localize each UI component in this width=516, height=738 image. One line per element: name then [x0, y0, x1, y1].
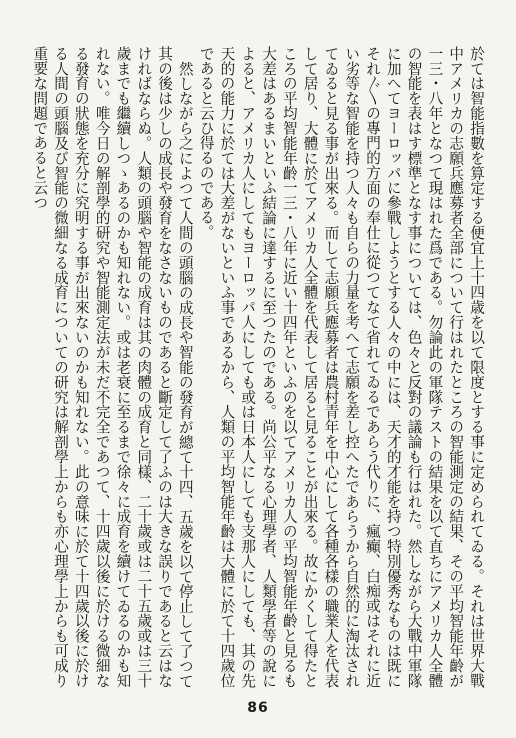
- paragraph-2: 然しながら之によつて人間の頭腦の成長や智能の發育が總て十四、五歲を以て停止して了つて其の後は少しの成長や發育をなさないものであると斷定して了ふのは大きな誤りであると云はなければならぬ。人類の頭腦や智能の成育は其の肉體の成育と同樣、二十歲或は二十五歲或は三十歲までも繼續しつゝあるのかも知れない。或は老衰に至るまで徐々に成育を續けてゐるのかも知れない。唯今日の解剖學的研究や智能測定法が未だ不完全であつて、十四歲以後に於ける微細なる發育の狀態を充分に究明する事が出來ないのかも知れない。此の意味に於て十四歲以後に於ける人間の頭腦及び智能の微細なる成育についての研究は解剖學上からも亦心理學上からも可成り重要な問題であると云つ: [31, 46, 194, 688]
- paragraph-1: 於ては智能指數を算定する便宜上十四歳を以て限度とする事に定められてゐる。それは世界大戰中アメリカの志願兵應募者全部について行はれたところの智能測定の結果、その平均智能年齡が一三・八年となつて現はれた爲である。勿論此の軍隊テストの結果を以て直ちにアメリカ人全體の智能を表はす標準となす事については、色々と反對の議論も行はれた。然しながら大戰中軍隊に加へてヨーロッパに參戰しようとする人々の中には、天才的才能を持つ特別優秀なものは既にそれ〴〵の專門的方面の奉仕に從つてなて省れてゐるであらう代りに、瘋癲、白痴或はそれに近い劣等な智能を持つ人々も自らの力量を考へて志願を差し控へたであらうから自然的に淘汰されてゐると見る事が出來る。而して志願兵應募者は農村青年を中心にして各種各樣の職業人を代表して居り、大體に於てアメリカ人全體を代表して居ると見ることが出來る。故にかくして得たところの平均智能年齡一三・八年に近い十四年といふのを以てアメリカ人の平均智能年齡と見るも大差はあるまいといふ結論に達するに至つたのである。尚公平なる心理學者、人類學者等の說によると、アメリカ人にしてもヨーロッパ人にしても或は日本人にしても支那人にしても、其の先天的の能力に於ては大差がないといふ事であるから、人類の平均智能年齡は大體に於て十四歲位であると云ひ得るのである。: [197, 46, 485, 688]
- page-number: 86: [247, 700, 269, 716]
- vertical-text-column: [28, 46, 486, 688]
